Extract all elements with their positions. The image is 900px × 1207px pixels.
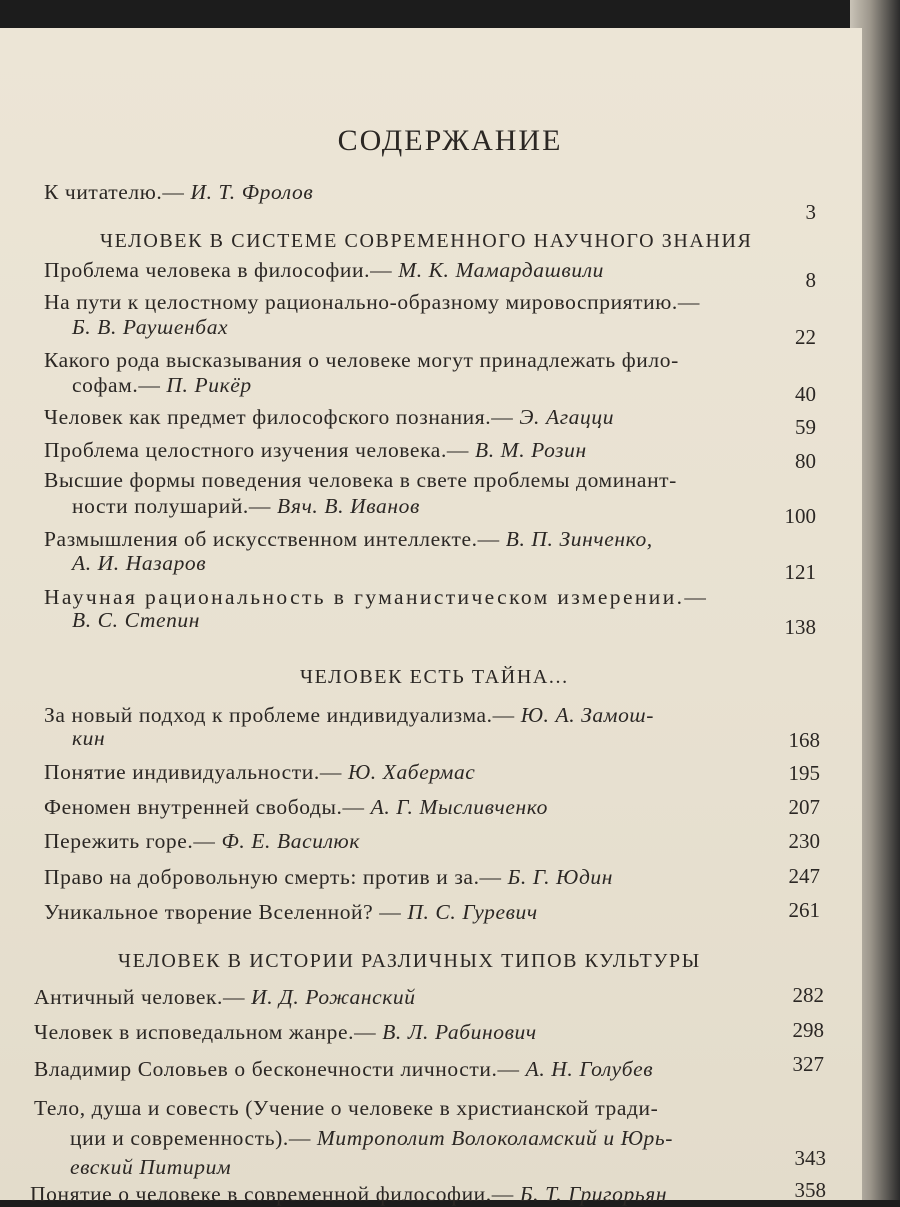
entry-title-cont: ции и современность).— [70, 1126, 317, 1150]
entry-title: За новый подход к проблеме индивидуализма.— [44, 703, 521, 727]
page-number: 121 [784, 560, 816, 584]
entry-author: В. С. Степин [72, 608, 201, 632]
entry-author: евский Питирим [70, 1155, 232, 1179]
toc-entry-partial [30, 1182, 667, 1207]
entry-author: Ю. А. Замош- [520, 703, 655, 727]
entry-title: Какого рода высказывания о человеке могут принадлежать фило- [44, 348, 679, 372]
page-number: 207 [788, 795, 820, 819]
entry-title: Владимир Соловьев о бесконечности личности.— [34, 1057, 526, 1081]
entry-author: А. Г. Мысливченко [370, 795, 548, 819]
entry-author: Б. Г. Юдин [507, 865, 614, 889]
entry-author: В. М. Розин [475, 438, 587, 462]
page-number: 80 [795, 449, 816, 473]
section-heading: ЧЕЛОВЕК ЕСТЬ ТАЙНА... [300, 666, 569, 688]
page-number: 22 [795, 325, 816, 349]
toc-entry [44, 900, 538, 925]
section-heading: ЧЕЛОВЕК В СИСТЕМЕ СОВРЕМЕННОГО НАУЧНОГО ЗНАНИЯ [100, 230, 753, 252]
page-number: 8 [805, 268, 816, 292]
toc-entry [34, 1096, 658, 1121]
entry-title: Проблема целостного изучения человека.— [44, 438, 475, 462]
page-number: 195 [788, 761, 820, 785]
entry-title: Проблема человека в философии.— [44, 258, 399, 282]
toc-entry [44, 258, 604, 283]
entry-author: П. С. Гуревич [407, 900, 538, 924]
entry-title: На пути к целостному рационально-образному мировосприятию.— [44, 290, 701, 314]
entry-author: Б. В. Раушенбах [72, 315, 229, 339]
toc-entry [44, 795, 548, 820]
entry-author: кин [72, 726, 106, 750]
entry-author: Э. Агацци [519, 405, 615, 429]
page-number: 247 [788, 864, 820, 888]
entry-title: К читателю.— [44, 180, 191, 204]
entry-author: И. Т. Фролов [190, 180, 314, 204]
toc-entry [34, 1057, 653, 1082]
page-number: 282 [792, 983, 824, 1007]
toc-entry [44, 527, 653, 552]
entry-title-cont: ности полушарий.— [72, 494, 277, 518]
toc-entry-cont [72, 608, 200, 633]
toc-entry-cont [72, 551, 206, 576]
toc-entry-cont [72, 315, 228, 340]
page-number: 3 [805, 200, 816, 224]
entry-author: М. К. Мамардашвили [398, 258, 605, 282]
toc-entry [44, 438, 587, 463]
toc-entry [44, 760, 475, 785]
entry-title: Феномен внутренней свободы.— [44, 795, 371, 819]
entry-title: Научная рациональность в гуманистическом измерении.— [44, 585, 709, 609]
entry-title: Размышления об искусственном интеллекте.— [44, 527, 506, 551]
page-number: 138 [784, 615, 816, 639]
entry-title: Человек в исповедальном жанре.— [34, 1020, 383, 1044]
entry-title: Человек как предмет философского познания.— [44, 405, 520, 429]
entry-author: П. Рикёр [166, 373, 252, 397]
toc-entry [44, 405, 614, 430]
toc-entry [44, 829, 360, 854]
entry-author: Б. Т. Григорьян [519, 1182, 668, 1206]
entry-author: Вяч. В. Иванов [276, 494, 420, 518]
entry-author: Митрополит Волоколамский и Юрь- [316, 1126, 673, 1150]
entry-author: Ф. Е. Василюк [221, 829, 360, 853]
entry-title: Право на добровольную смерть: против и за.— [44, 865, 508, 889]
toc-entry [44, 290, 700, 315]
entry-title: Уникальное творение Вселенной? — [44, 900, 408, 924]
toc-entry [44, 585, 708, 610]
entry-title: Тело, душа и совесть (Учение о человеке в христианской тради- [34, 1096, 659, 1120]
entry-title: Пережить горе.— [44, 829, 222, 853]
toc-entry [44, 348, 679, 373]
entry-author: А. И. Назаров [72, 551, 207, 575]
section-heading: ЧЕЛОВЕК В ИСТОРИИ РАЗЛИЧНЫХ ТИПОВ КУЛЬТУРЫ [118, 950, 701, 972]
entry-title: Высшие формы поведения человека в свете проблемы доминант- [44, 468, 677, 492]
entry-title-cont: софам.— [72, 373, 167, 397]
toc-entry [44, 703, 654, 728]
entry-title: Античный человек.— [34, 985, 252, 1009]
page-number: 298 [792, 1018, 824, 1042]
page-number: 261 [788, 898, 820, 922]
entry-author: В. Л. Рабинович [382, 1020, 537, 1044]
entry-author: В. П. Зинченко, [505, 527, 653, 551]
entry-author: И. Д. Рожанский [251, 985, 416, 1009]
toc-entry-cont [72, 494, 420, 519]
page-title: СОДЕРЖАНИЕ [337, 124, 563, 157]
entry-author: Ю. Хабермас [347, 760, 476, 784]
page-number: 343 [794, 1146, 826, 1170]
toc-entry-cont [70, 1155, 231, 1180]
toc-entry-cont [72, 726, 105, 751]
page-number: 40 [795, 382, 816, 406]
toc-entry [34, 1020, 537, 1045]
entry-title: Понятие о человеке в современной философии.— [30, 1182, 520, 1206]
toc-entry [44, 468, 677, 493]
toc-entry-cont [72, 373, 252, 398]
toc-entry [44, 865, 613, 890]
page-number: 168 [788, 728, 820, 752]
toc-entry-intro [44, 180, 313, 205]
toc-entry [34, 985, 416, 1010]
page-number: 100 [784, 504, 816, 528]
page-number: 59 [795, 415, 816, 439]
page-number: 327 [792, 1052, 824, 1076]
page-number: 230 [788, 829, 820, 853]
entry-author: А. Н. Голубев [525, 1057, 654, 1081]
toc-entry-cont [70, 1126, 673, 1151]
page-number: 358 [794, 1178, 826, 1202]
entry-title: Понятие индивидуальности.— [44, 760, 348, 784]
